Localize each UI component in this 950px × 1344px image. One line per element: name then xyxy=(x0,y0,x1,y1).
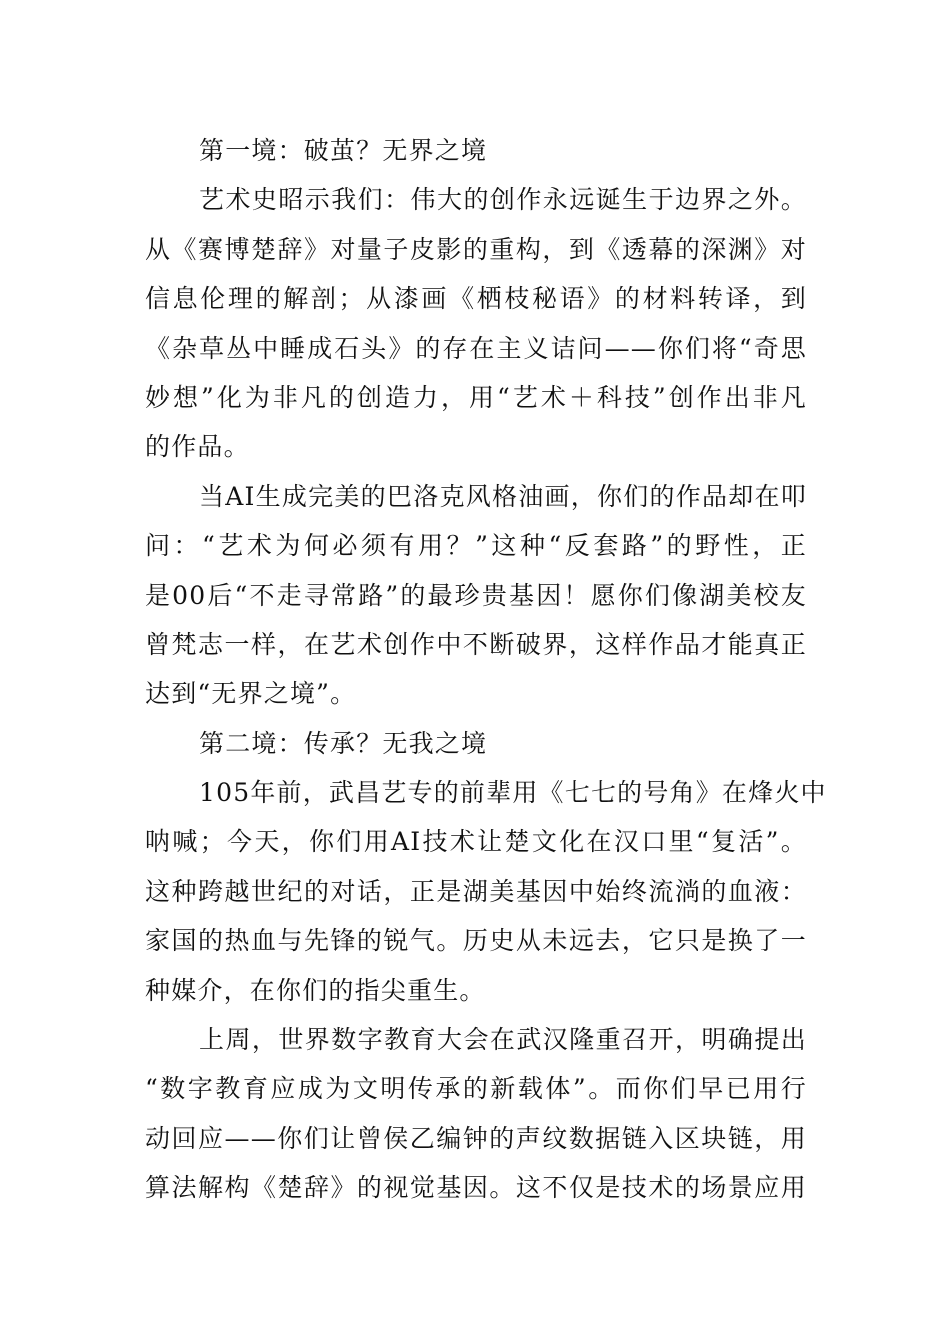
text-line: 呐喊；今天，你们用AI技术让楚文化在汉口里“复活”。 xyxy=(145,827,807,857)
text-line: 动回应——你们让曾侯乙编钟的声纹数据链入区块链，用 xyxy=(145,1123,807,1153)
text-line: 种媒介，在你们的指尖重生。 xyxy=(145,975,486,1005)
text-line: 的作品。 xyxy=(145,432,250,462)
text-line: 这种跨越世纪的对话，正是湖美基因中始终流淌的血液： xyxy=(145,876,807,906)
text-line: “数字教育应成为文明传承的新载体”。而你们早已用行 xyxy=(145,1074,807,1104)
text-line: 《杂草丛中睡成石头》的存在主义诘问——你们将“奇思 xyxy=(145,333,807,363)
text-line: 算法解构《楚辞》的视觉基因。这不仅是技术的场景应用 xyxy=(145,1173,807,1203)
text-line: 当AI生成完美的巴洛克风格油画，你们的作品却在叩 xyxy=(199,481,807,511)
text-line: 家国的热血与先锋的锐气。历史从未远去，它只是换了一 xyxy=(145,926,807,956)
text-line: 上周，世界数字教育大会在武汉隆重召开，明确提出 xyxy=(199,1025,807,1055)
text-line: 是00后“不走寻常路”的最珍贵基因！愿你们像湖美校友 xyxy=(145,580,807,610)
section-heading-2: 第二境：传承？无我之境 xyxy=(199,728,488,758)
document-body xyxy=(145,126,827,1213)
text-line: 曾梵志一样，在艺术创作中不断破界，这样作品才能真正 xyxy=(145,629,807,659)
text-line: 艺术史昭示我们：伟大的创作永远诞生于边界之外。 xyxy=(199,185,807,215)
section-heading-1: 第一境：破茧？无界之境 xyxy=(199,136,488,165)
text-line: 信息伦理的解剖；从漆画《栖枝秘语》的材料转译，到 xyxy=(145,284,807,314)
text-line: 达到“无界之境”。 xyxy=(145,679,357,709)
text-line: 妙想”化为非凡的创造力，用“艺术＋科技”创作出非凡 xyxy=(145,382,807,412)
text-line: 从《赛博楚辞》对量子皮影的重构，到《透幕的深渊》对 xyxy=(145,234,807,264)
text-line: 105年前，武昌艺专的前辈用《七七的号角》在烽火中 xyxy=(199,778,827,808)
text-line: 问：“艺术为何必须有用？”这种“反套路”的野性，正 xyxy=(145,531,807,561)
